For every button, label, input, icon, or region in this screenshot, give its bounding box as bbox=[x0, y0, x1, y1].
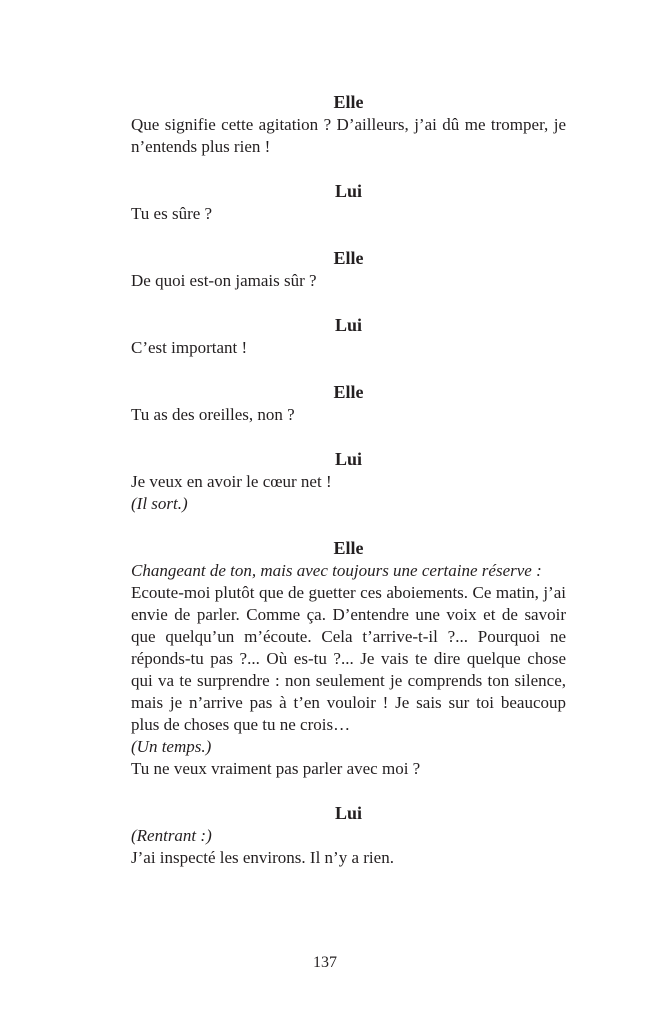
speaker-name: Elle bbox=[333, 538, 364, 558]
speaker-name: Lui bbox=[334, 315, 363, 335]
speaker-name: Elle bbox=[333, 248, 364, 268]
dialogue-line: Tu as des oreilles, non ? bbox=[131, 405, 295, 424]
speaker-name: Lui bbox=[334, 803, 363, 823]
stage-direction: (Un temps.) bbox=[131, 737, 212, 756]
dialogue-block-lui bbox=[131, 448, 566, 515]
dialogue-block-elle bbox=[131, 91, 566, 158]
dialogue-block-lui bbox=[131, 314, 566, 359]
dialogue-line: C’est important ! bbox=[131, 338, 248, 357]
stage-direction: (Il sort.) bbox=[131, 494, 188, 513]
speaker-name: Elle bbox=[333, 92, 364, 112]
dialogue-block-elle bbox=[131, 537, 566, 780]
dialogue-block-lui bbox=[131, 180, 566, 225]
dialogue-line: Que signifie cette agitation ? D’ailleurs, j’ai dû me tromper, je n’entends plus rien ! bbox=[131, 115, 566, 156]
dialogue-line: Tu ne veux vraiment pas parler avec moi ? bbox=[131, 759, 421, 778]
dialogue-line: Ecoute-moi plutôt que de guetter ces aboiements. Ce matin, j’ai envie de parler. Comme ça. D’entendre une voix et de savoir que quelqu’un m’écoute. Cela t’arrive-t-il ?... Pourquoi ne réponds-tu pas ?... Où es-tu ?... Je vais te dire quelque chose qui va te surprendre : non seulement je comprends ton silence, mais je n’arrive pas à t’en vouloir ! Je sais sur toi beaucoup plus de choses que tu ne crois… bbox=[131, 583, 566, 734]
dialogue-line: Tu es sûre ? bbox=[131, 204, 213, 223]
dialogue-line: Je veux en avoir le cœur net ! bbox=[131, 472, 332, 491]
dialogue-block-elle bbox=[131, 247, 566, 292]
speaker-name: Elle bbox=[333, 382, 364, 402]
dialogue-block-lui bbox=[131, 802, 566, 869]
stage-direction: Changeant de ton, mais avec toujours une certaine réserve : bbox=[131, 561, 542, 580]
dialogue-line: J’ai inspecté les environs. Il n’y a rien. bbox=[131, 848, 394, 867]
stage-direction: (Rentrant :) bbox=[131, 826, 212, 845]
dialogue-block-elle bbox=[131, 381, 566, 426]
speaker-name: Lui bbox=[334, 449, 363, 469]
speaker-name: Lui bbox=[334, 181, 363, 201]
dialogue-line: De quoi est-on jamais sûr ? bbox=[131, 271, 317, 290]
page-number: 137 bbox=[313, 954, 337, 971]
play-text bbox=[131, 91, 566, 869]
